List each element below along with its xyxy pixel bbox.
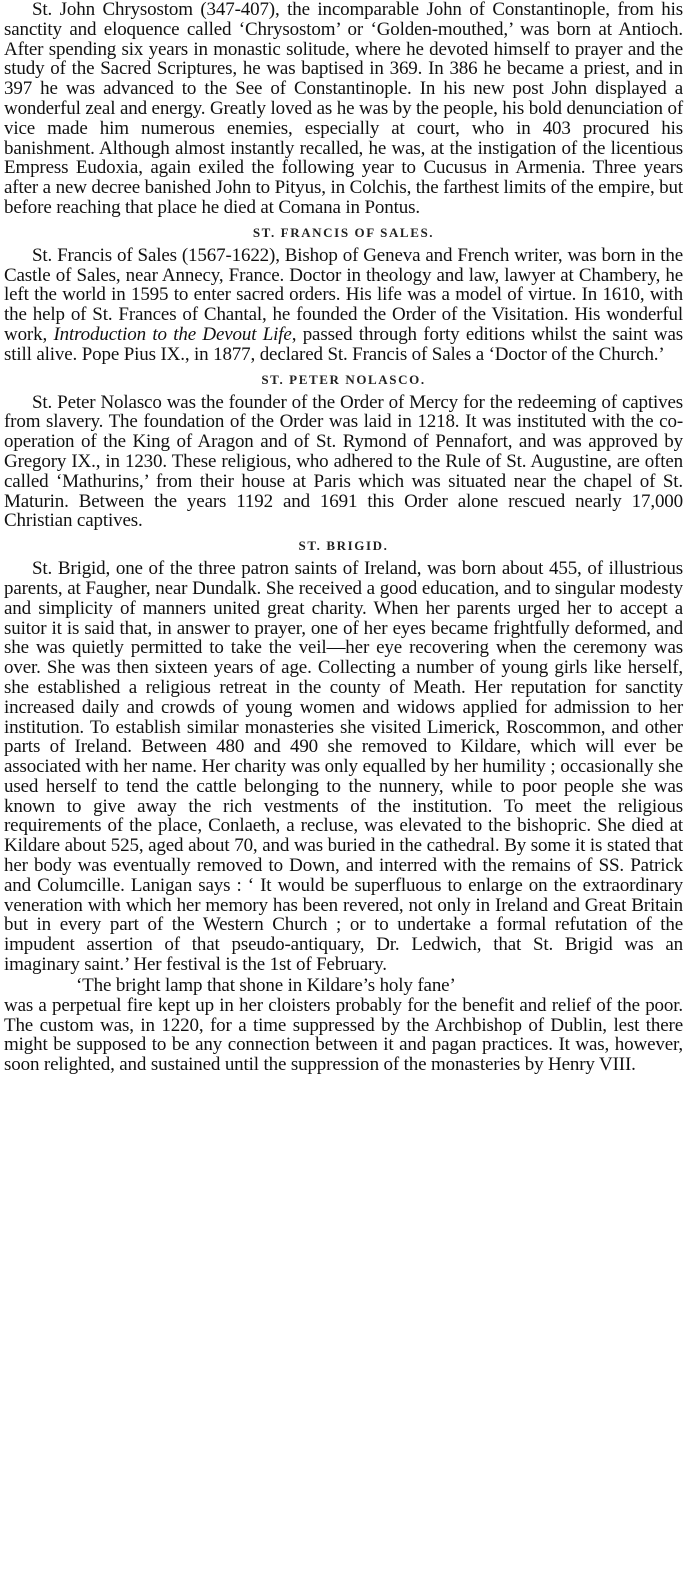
- brigid-continuation-paragraph: was a perpetual fire kept up in her cloisters probably for the benefit and relief of the poor. The custom was, in 1220, for a time suppressed by the Archbishop of Dublin, lest there might be supposed to be any connection between it and pagan practices. It was, however, soon relighted, and sustained until the suppression of the monasteries by Henry VIII.: [4, 994, 683, 1076]
- heading-st-francis-of-sales: ST. FRANCIS OF SALES.: [252, 224, 435, 240]
- francis-book-title: Introduction to the Devout Life: [53, 323, 292, 345]
- francis-text-part-1: St. Francis of Sales (1567-1622), Bishop of Geneva and French writer, was born in the Castle of Sales, near Annecy, France. Doctor in theology and law, lawyer at Chambery, he left the world in 1595 to enter sacred orders. His life was a model of virtue. In 1610, with the help of St. Frances of Chantal, he founded the Order of the Visitation. His wonderful work,: [4, 244, 683, 345]
- document-page: [4, 0, 683, 1075]
- chrysostom-paragraph: St. John Chrysostom (347-407), the incomparable John of Constantinople, from his sanctity and eloquence called ‘Chrysostom’ or ‘Golden-mouthed,’ was born at Antioch. After spending six years in monastic solitude, where he devoted himself to prayer and the study of the Sacred Scriptures, he was baptised in 369. In 386 he became a priest, and in 397 he was advanced to the See of Constantinople. In his new post John displayed a wonderful zeal and energy. Greatly loved as he was by the people, his bold denunciation of vice made him numerous enemies, especially at court, who in 403 procured his banishment. Although almost instantly recalled, he was, at the instigation of the licentious Empress Eudoxia, again exiled the following year to Cucusus in Armenia. Three years after a new decree banished John to Pityus, in Colchis, the farthest limits of the empire, but before reaching that place he died at Comana in Pontus.: [4, 0, 683, 218]
- francis-of-sales-paragraph: [4, 246, 683, 365]
- francis-text-part-2: , passed through forty editions whilst the saint was still alive. Pope Pius IX., in 1877, declared St. Francis of Sales a ‘Doctor of the Church.’: [4, 323, 683, 365]
- brigid-quote-line: ‘The bright lamp that shone in Kildare’s holy fane’: [76, 974, 456, 996]
- heading-st-peter-nolasco: ST. PETER NOLASCO.: [261, 371, 426, 387]
- brigid-paragraph: St. Brigid, one of the three patron saints of Ireland, was born about 455, of illustrious parents, at Faugher, near Dundalk. She received a good education, and to singular modesty and simplicity of manners united great charity. When her parents urged her to accept a suitor it is said that, in answer to prayer, one of her eyes became frightfully deformed, and she was quietly permitted to take the veil—her eye recovering when the ceremony was over. She was then sixteen years of age. Collecting a number of young girls like herself, she established a religious retreat in the county of Meath. Her reputation for sanctity increased daily and crowds of young women and widows applied for admission to her institution. To establish similar monasteries she visited Limerick, Roscommon, and other parts of Ireland. Between 480 and 490 she removed to Kildare, which will ever be associated with her name. Her charity was only equalled by her humility ; occasionally she used herself to tend the cattle belonging to the nunnery, while to poor people she was known to give away the rich vestments of the institution. To meet the religious requirements of the place, Conlaeth, a recluse, was elevated to the bishopric. She died at Kildare about 525, aged about 70, and was buried in the cathedral. By some it is stated that her body was eventually removed to Down, and interred with the remains of SS. Patrick and Columcille. Lanigan says : ‘ It would be superfluous to enlarge on the extraordinary veneration with which her memory has been revered, not only in Ireland and Great Britain but in every part of the Western Church ; or to undertake a formal refutation of the impudent assertion of that pseudo-antiquary, Dr. Ledwich, that St. Brigid was an imaginary saint.’ Her festival is the 1st of February.: [4, 558, 683, 976]
- peter-nolasco-paragraph: St. Peter Nolasco was the founder of the Order of Mercy for the redeeming of captives from slavery. The foundation of the Order was laid in 1218. It was instituted with the co-operation of the King of Aragon and of St. Rymond of Pennafort, and was approved by Gregory IX., in 1230. These religious, who adhered to the Rule of St. Augustine, are often called ‘Mathurins,’ from their house at Paris which was situated near the chapel of St. Maturin. Between the years 1192 and 1691 this Order alone rescued nearly 17,000 Christian captives.: [4, 391, 683, 532]
- heading-st-brigid: ST. BRIGID.: [298, 538, 389, 554]
